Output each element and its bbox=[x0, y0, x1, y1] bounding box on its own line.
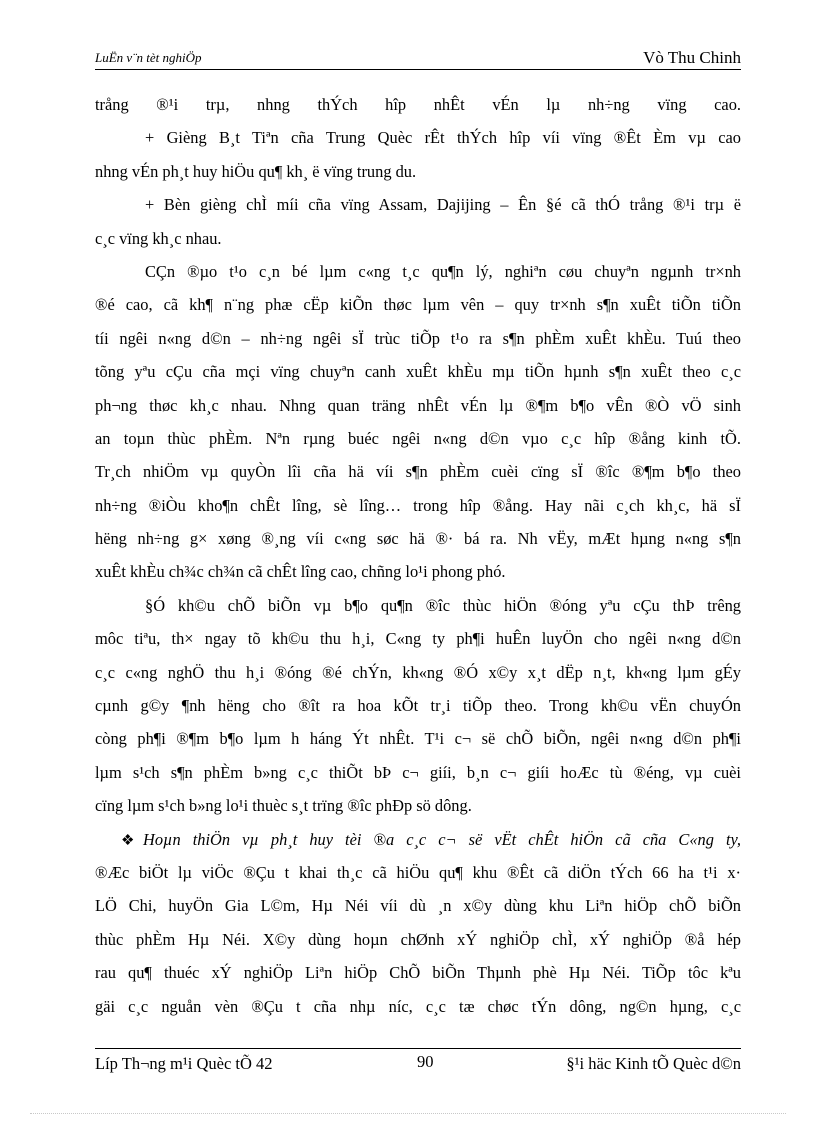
document-body bbox=[95, 88, 741, 1023]
text-line: cµnh g©y ¶nh hëng cho ®ît ra hoa kÕt tr¸i tiÕp theo. Trong kh©u vËn chuyÓn bbox=[95, 696, 741, 716]
text-line: CÇn ®µo t¹o c¸n bé lµm c«ng t¸c qu¶n lý, nghiªn cøu chuyªn ngµnh tr×nh bbox=[145, 261, 741, 281]
text-line: thùc phÈm Hµ Néi. X©y dùng hoµn chØnh xÝ nghiÖp chÌ, xÝ nghiÖp ®å hép bbox=[95, 929, 741, 949]
text-line: + Gièng B¸t Tiªn cña Trung Quèc rÊt thÝch hîp víi vïng ®Êt Èm vµ cao bbox=[145, 128, 741, 148]
text-line: tõng yªu cÇu cña mçi vïng chuyªn canh xuÊt khÈu mµ tiÕn hµnh s¶n xuÊt theo c¸c bbox=[95, 362, 741, 382]
header-author-name: Vò Thu Chinh bbox=[643, 48, 741, 67]
bullet-line bbox=[95, 823, 741, 856]
footer-class-label: Líp Th¬ng m¹i Quèc tÕ 42 bbox=[95, 1054, 273, 1073]
text-line: an toµn thùc phÈm. Nªn rµng buéc ngêi n«ng d©n vµo c¸c hîp ®ång kinh tÕ. bbox=[95, 428, 741, 448]
page-bottom-divider bbox=[30, 1113, 786, 1114]
text-line: còng ph¶i ®¶m b¶o lµm h háng Ýt nhÊt. T¹i c¬ së chÕ biÕn, ngêi n«ng d©n ph¶i bbox=[95, 729, 741, 749]
text-line: ph¬ng thøc kh¸c nhau. Nhng quan träng nhÊt vÉn lµ ®¶m b¶o vÊn ®Ò vÖ sinh bbox=[95, 395, 741, 415]
text-line: LÖ Chi, huyÖn Gia L©m, Hµ Néi víi dù ¸n x©y dùng khu Liªn hiÖp chÕ biÕn bbox=[95, 896, 741, 916]
text-line: gäi c¸c nguån vèn ®Çu t cña nhµ níc, c¸c tæ chøc tÝn dông, ng©n hµng, c¸c bbox=[95, 996, 741, 1016]
text-line: Tr¸ch nhiÖm vµ quyÒn lîi cña hä víi s¶n phÈm cuèi cïng sÏ ®îc ®¶m b¶o theo bbox=[95, 462, 741, 482]
text-line: ®Æc biÖt lµ viÖc ®Çu t khai th¸c cã hiÖu qu¶ khu ®Êt cã diÖn tÝch 66 ha t¹i x· bbox=[95, 862, 741, 882]
text-line: môc tiªu, th× ngay tõ kh©u thu h¸i, C«ng ty ph¶i huÊn luyÖn cho ngêi n«ng d©n bbox=[95, 629, 741, 649]
text-line: tíi ngêi n«ng d©n – nh÷ng ngêi sÏ trùc tiÕp t¹o ra s¶n phÈm xuÊt khÈu. Tuú theo bbox=[95, 328, 741, 348]
text-line: c¸c vïng kh¸c nhau. bbox=[95, 228, 222, 248]
footer-university-label: §¹i häc Kinh tÕ Quèc d©n bbox=[566, 1054, 741, 1073]
header-rule bbox=[95, 69, 741, 70]
header-thesis-label: LuËn v¨n tèt nghiÖp bbox=[95, 50, 202, 65]
text-line: nhng vÉn ph¸t huy hiÖu qu¶ kh¸ ë vïng trung du. bbox=[95, 161, 417, 181]
footer-rule bbox=[95, 1048, 741, 1049]
page-footer bbox=[95, 1048, 741, 1078]
text-line: rau qu¶ thuéc xÝ nghiÖp Liªn hiÖp ChÕ biÕn Thµnh phè Hµ Néi. TiÕp tôc kªu bbox=[95, 963, 741, 983]
bullet-text: Hoµn thiÖn vµ ph¸t huy tèi ®a c¸c c¬ së vËt chÊt hiÖn cã cña C«ng ty, bbox=[143, 829, 741, 849]
diamond-bullet-icon: ❖ bbox=[121, 832, 135, 849]
page-header bbox=[95, 40, 741, 70]
text-line: + Bèn gièng chÌ míi cña vïng Assam, Dajijing – Ên §é cã thÓ trång ®¹i trµ ë bbox=[145, 195, 741, 215]
text-line: xuÊt khÈu ch¾c ch¾n cã chÊt lîng cao, chñng lo¹i phong phó. bbox=[95, 562, 506, 582]
text-line: cïng lµm s¹ch b»ng lo¹i thuèc s¸t trïng ®îc phÐp sö dông. bbox=[95, 796, 472, 816]
text-line: nh÷ng ®iÒu kho¶n chÊt lîng, sè lîng… trong hîp ®ång. Hay nãi c¸ch kh¸c, hä sÏ bbox=[95, 495, 741, 515]
text-line: §Ó kh©u chÕ biÕn vµ b¶o qu¶n ®îc thùc hiÖn ®óng yªu cÇu thÞ trêng bbox=[145, 595, 741, 615]
page-number: 90 bbox=[417, 1052, 434, 1071]
text-line: hëng nh÷ng g× xøng ®¸ng víi c«ng søc hä ®· bá ra. Nh vËy, mÆt hµng n«ng s¶n bbox=[95, 529, 741, 549]
text-line: lµm s¹ch s¶n phÈm b»ng c¸c thiÕt bÞ c¬ giíi, b¸n c¬ giíi hoÆc tù ®éng, vµ cuèi bbox=[95, 762, 741, 782]
text-line: ®é cao, cã kh¶ n¨ng phæ cËp kiÕn thøc lµm vên – quy tr×nh s¶n xuÊt tiÕn tiÕn bbox=[95, 295, 741, 315]
text-line: c¸c c«ng nghÖ thu h¸i ®óng ®é chÝn, kh«ng ®Ó x©y x¸t dËp n¸t, kh«ng lµm gÉy bbox=[95, 662, 741, 682]
text-line: trång ®¹i trµ, nhng thÝch hîp nhÊt vÉn lµ nh÷ng vïng cao. bbox=[95, 95, 741, 114]
